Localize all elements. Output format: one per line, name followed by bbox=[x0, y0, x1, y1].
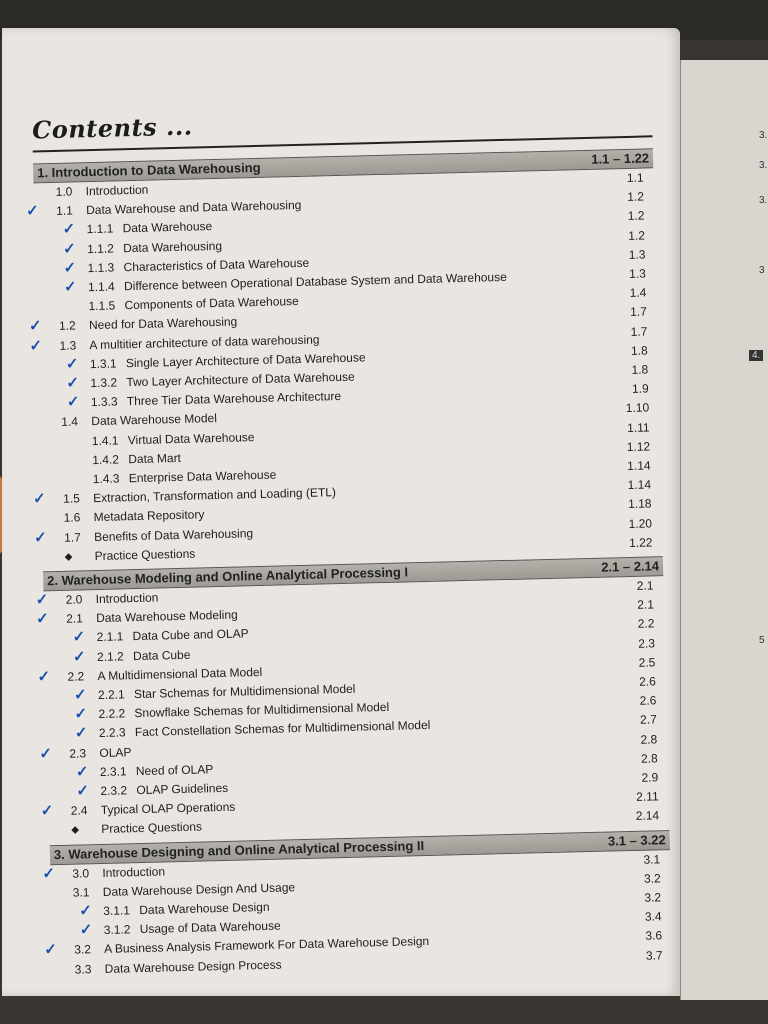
toc-entry-number: 2.3 bbox=[69, 745, 87, 761]
toc-entry-number: 2.4 bbox=[70, 803, 88, 818]
adjacent-page-mark: 5 bbox=[759, 635, 765, 646]
toc-entry-title: OLAP bbox=[99, 744, 132, 760]
toc-entry-page: 1.11 bbox=[626, 420, 650, 435]
toc-entry-page: 1.10 bbox=[625, 400, 650, 416]
checkmark-icon: ✓ bbox=[72, 647, 86, 666]
toc-entry-title: Data Cube and OLAP bbox=[132, 626, 249, 644]
toc-entry-number: 1.1.2 bbox=[86, 241, 114, 256]
checkmark-icon: ✓ bbox=[79, 921, 93, 939]
toc-entry-number: 3.2 bbox=[74, 942, 92, 958]
toc-entry-title: Data Warehouse Design And Usage bbox=[102, 880, 296, 899]
adjacent-page bbox=[680, 60, 768, 1000]
checkmark-icon: ✓ bbox=[32, 490, 46, 508]
toc-entry-page: 1.20 bbox=[628, 516, 653, 531]
checkmark-icon: ✓ bbox=[62, 240, 76, 258]
toc-entry-number: 3.1.1 bbox=[103, 903, 131, 918]
toc-entry-page: 1.8 bbox=[630, 343, 648, 358]
toc-entry-page: 3.7 bbox=[645, 947, 663, 963]
toc-entry-number: 1.3.1 bbox=[89, 356, 117, 371]
toc-entry-title: Usage of Data Warehouse bbox=[139, 918, 281, 937]
toc-entry-page: 1.14 bbox=[627, 477, 652, 493]
toc-entry-page: 2.7 bbox=[639, 712, 657, 728]
toc-entry-number: 1.3.2 bbox=[90, 375, 118, 391]
checkmark-icon: ✓ bbox=[28, 317, 42, 335]
toc-entry-title: Star Schemas for Multidimensional Model bbox=[133, 681, 356, 702]
toc-entry-title: Data Warehouse Design bbox=[139, 899, 270, 918]
toc-entry-page: 1.7 bbox=[630, 324, 648, 339]
checkmark-icon: ✓ bbox=[72, 628, 86, 647]
toc-entry-page: 1.4 bbox=[629, 285, 647, 301]
toc-entry-number: 2.3.1 bbox=[99, 764, 127, 779]
checkmark-icon: ✓ bbox=[35, 610, 49, 628]
toc-entry-number: 1.0 bbox=[55, 184, 73, 199]
toc-entry-title: Metadata Repository bbox=[93, 507, 205, 525]
checkmark-icon: ✓ bbox=[40, 802, 54, 820]
toc-entry-number: ◆ bbox=[64, 551, 73, 563]
toc-entry-title: Introduction bbox=[85, 182, 149, 199]
toc-entry-number: 2.2.2 bbox=[98, 706, 126, 722]
toc-entry-title: Snowflake Schemas for Multidimensional Model bbox=[134, 700, 390, 721]
toc-entry-title: Virtual Data Warehouse bbox=[127, 429, 255, 447]
toc-entry-number: 2.1.2 bbox=[96, 648, 124, 664]
toc-entry-page: 2.1 bbox=[637, 597, 655, 612]
toc-entry-number: 1.2 bbox=[58, 318, 76, 334]
toc-entry-page: 2.6 bbox=[638, 674, 657, 689]
chapter-title: 2. Warehouse Modeling and Online Analytical Processing I bbox=[47, 564, 409, 589]
page-title: Contents ... bbox=[31, 111, 193, 145]
toc-entry-title: Practice Questions bbox=[94, 546, 196, 563]
toc-entry-number: 2.2.3 bbox=[98, 725, 126, 741]
toc-entry-number: 1.1.1 bbox=[86, 221, 114, 237]
toc-entry-title: Introduction bbox=[95, 590, 159, 607]
toc-entry-title: Components of Data Warehouse bbox=[124, 294, 299, 313]
checkmark-icon: ✓ bbox=[65, 355, 79, 373]
toc-entry-page: 3.4 bbox=[644, 909, 662, 924]
toc-entry-title: Typical OLAP Operations bbox=[100, 799, 236, 818]
checkmark-icon: ✓ bbox=[73, 686, 87, 704]
checkmark-icon: ✓ bbox=[44, 941, 58, 959]
checkmark-icon: ✓ bbox=[42, 864, 56, 883]
toc-entry-page: 1.7 bbox=[629, 304, 647, 320]
adjacent-page-mark: 3. bbox=[759, 195, 768, 206]
toc-entry-page: 1.1 bbox=[626, 170, 644, 185]
toc-entry-number: 1.4.1 bbox=[91, 433, 119, 448]
checkmark-icon: ✓ bbox=[63, 259, 77, 277]
toc-entry-page: 2.1 bbox=[636, 578, 654, 593]
toc-entry-title: Data Warehouse Design Process bbox=[104, 957, 282, 976]
toc-entry-title: Difference between Operational Database System and Data Warehouse bbox=[123, 269, 507, 294]
toc-entry-title: Data Warehouse Model bbox=[91, 411, 218, 429]
toc-entry-page: 1.2 bbox=[627, 208, 645, 224]
contents-page bbox=[2, 28, 680, 996]
toc-entry-page: 3.2 bbox=[644, 890, 662, 905]
checkmark-icon: ✓ bbox=[37, 667, 51, 686]
chapter-page-range: 3.1 – 3.22 bbox=[607, 831, 666, 849]
toc-entry-page: 1.2 bbox=[628, 228, 646, 243]
toc-entry-number: 1.6 bbox=[63, 510, 81, 526]
toc-entry-number: 2.3.2 bbox=[100, 783, 128, 798]
checkmark-icon: ✓ bbox=[75, 763, 89, 781]
adjacent-page-mark: 3 bbox=[759, 265, 765, 276]
toc-entry-page: 1.3 bbox=[628, 247, 646, 262]
toc-entry-number: 1.1.5 bbox=[88, 298, 116, 314]
toc-entry-title: Need of OLAP bbox=[135, 762, 214, 778]
toc-entry-number: ◆ bbox=[71, 824, 80, 837]
toc-entry-number: 1.3.3 bbox=[90, 394, 118, 410]
toc-entry-title: Characteristics of Data Warehouse bbox=[123, 255, 310, 275]
toc-entry-page: 2.8 bbox=[640, 751, 658, 766]
toc-entry-page: 2.14 bbox=[635, 808, 660, 824]
toc-entry-number: 1.1 bbox=[56, 203, 74, 219]
toc-entry-number: 1.1.3 bbox=[87, 260, 115, 275]
toc-entry-number: 1.7 bbox=[63, 529, 81, 545]
checkmark-icon: ✓ bbox=[62, 220, 76, 239]
toc-entry-title: Introduction bbox=[102, 864, 166, 880]
toc-entry-page: 2.5 bbox=[638, 655, 656, 670]
toc-entry-title: Fact Constellation Schemas for Multidimensional Model bbox=[134, 718, 431, 740]
toc-entry-page: 2.11 bbox=[636, 789, 659, 805]
toc-entry-page: 2.9 bbox=[641, 770, 659, 785]
toc-entry-number: 2.0 bbox=[65, 592, 83, 607]
toc-entry-title: Data Warehouse bbox=[122, 219, 213, 236]
toc-entry-number: 1.3 bbox=[59, 338, 77, 353]
toc-entry-title: A multitier architecture of data warehousing bbox=[89, 332, 320, 352]
toc-entry-title: Need for Data Warehousing bbox=[88, 314, 238, 333]
chapter-page-range: 2.1 – 2.14 bbox=[601, 558, 660, 575]
toc-entry-page: 1.9 bbox=[631, 381, 649, 397]
toc-entry-number: 1.4.3 bbox=[92, 471, 120, 487]
checkmark-icon: ✓ bbox=[74, 705, 88, 723]
toc-entry-title: Enterprise Data Warehouse bbox=[128, 467, 277, 486]
toc-entry-title: Single Layer Architecture of Data Warehouse bbox=[125, 350, 366, 371]
chapter-title: 1. Introduction to Data Warehousing bbox=[37, 159, 261, 181]
toc-entry-number: 1.4 bbox=[61, 414, 79, 430]
toc-entry-title: A Multidimensional Data Model bbox=[97, 664, 263, 683]
checkmark-icon: ✓ bbox=[35, 591, 49, 609]
checkmark-icon: ✓ bbox=[29, 336, 43, 355]
chapter-page-range: 1.1 – 1.22 bbox=[591, 150, 650, 167]
toc-entry-page: 1.2 bbox=[627, 189, 645, 205]
checkmark-icon: ✓ bbox=[76, 782, 90, 800]
toc-entry-page: 1.18 bbox=[627, 496, 652, 512]
toc-entry-title: Benefits of Data Warehousing bbox=[93, 525, 254, 544]
toc-entry-page: 2.3 bbox=[638, 635, 656, 651]
chapter-title: 3. Warehouse Designing and Online Analytical Processing II bbox=[53, 837, 425, 862]
toc-entry-title: Data Warehouse and Data Warehousing bbox=[85, 198, 302, 218]
toc-entry-title: Data Mart bbox=[128, 450, 182, 466]
checkmark-icon: ✓ bbox=[39, 744, 53, 763]
toc-entry-number: 3.0 bbox=[72, 865, 90, 881]
toc-entry-number: 2.2 bbox=[67, 669, 85, 684]
toc-entry-title: Extraction, Transformation and Loading (ETL) bbox=[93, 485, 337, 506]
toc-entry-title: Data Warehouse Modeling bbox=[95, 607, 238, 626]
checkmark-icon: ✓ bbox=[63, 278, 77, 296]
toc-entry-page: 1.22 bbox=[628, 535, 653, 550]
toc-entry-page: 1.12 bbox=[626, 439, 651, 454]
adjacent-page-mark: 3. bbox=[759, 160, 768, 171]
toc-entry-title: OLAP Guidelines bbox=[136, 780, 229, 798]
toc-entry-number: 2.1.1 bbox=[96, 629, 124, 645]
toc-entry-page: 1.8 bbox=[631, 362, 649, 377]
toc-entry-page: 3.1 bbox=[643, 851, 661, 867]
toc-entry-number: 1.5 bbox=[63, 491, 81, 506]
toc-entry-title: Practice Questions bbox=[101, 819, 203, 837]
toc-entry-number: 1.1.4 bbox=[87, 279, 115, 295]
toc-entry-page: 2.6 bbox=[639, 693, 657, 708]
toc-entry-page: 1.14 bbox=[627, 458, 651, 474]
toc-entry-page: 2.2 bbox=[637, 616, 655, 632]
toc-entry-page: 3.2 bbox=[643, 871, 661, 886]
toc-entry-title: Data Cube bbox=[132, 647, 191, 663]
checkmark-icon: ✓ bbox=[66, 374, 80, 392]
toc-entry-title: Two Layer Architecture of Data Warehouse bbox=[126, 369, 355, 390]
toc-entry-page: 3.6 bbox=[645, 928, 663, 944]
toc-entry-title: Data Warehousing bbox=[122, 238, 223, 255]
toc-entry-number: 3.1 bbox=[72, 885, 90, 900]
adjacent-page-mark: 4. bbox=[749, 350, 763, 361]
adjacent-page-mark: 3. bbox=[759, 130, 768, 141]
toc-entry-number: 2.2.1 bbox=[97, 687, 125, 703]
toc-entry-number: 3.1.2 bbox=[103, 922, 131, 938]
checkmark-icon: ✓ bbox=[66, 393, 80, 411]
checkmark-icon: ✓ bbox=[74, 724, 88, 742]
toc-entry-number: 1.4.2 bbox=[92, 452, 120, 467]
contents-body bbox=[0, 20, 691, 1004]
toc-entry-number: 3.3 bbox=[74, 961, 92, 977]
checkmark-icon: ✓ bbox=[33, 528, 47, 547]
toc-entry-page: 2.8 bbox=[640, 731, 658, 747]
toc-entry-title: Three Tier Data Warehouse Architecture bbox=[126, 389, 342, 409]
toc-entry-page: 1.3 bbox=[629, 266, 647, 281]
checkmark-icon: ✓ bbox=[25, 202, 39, 220]
checkmark-icon: ✓ bbox=[79, 902, 93, 920]
toc-entry-number: 2.1 bbox=[65, 611, 83, 626]
toc-entry-title: A Business Analysis Framework For Data Warehouse Design bbox=[104, 934, 430, 957]
